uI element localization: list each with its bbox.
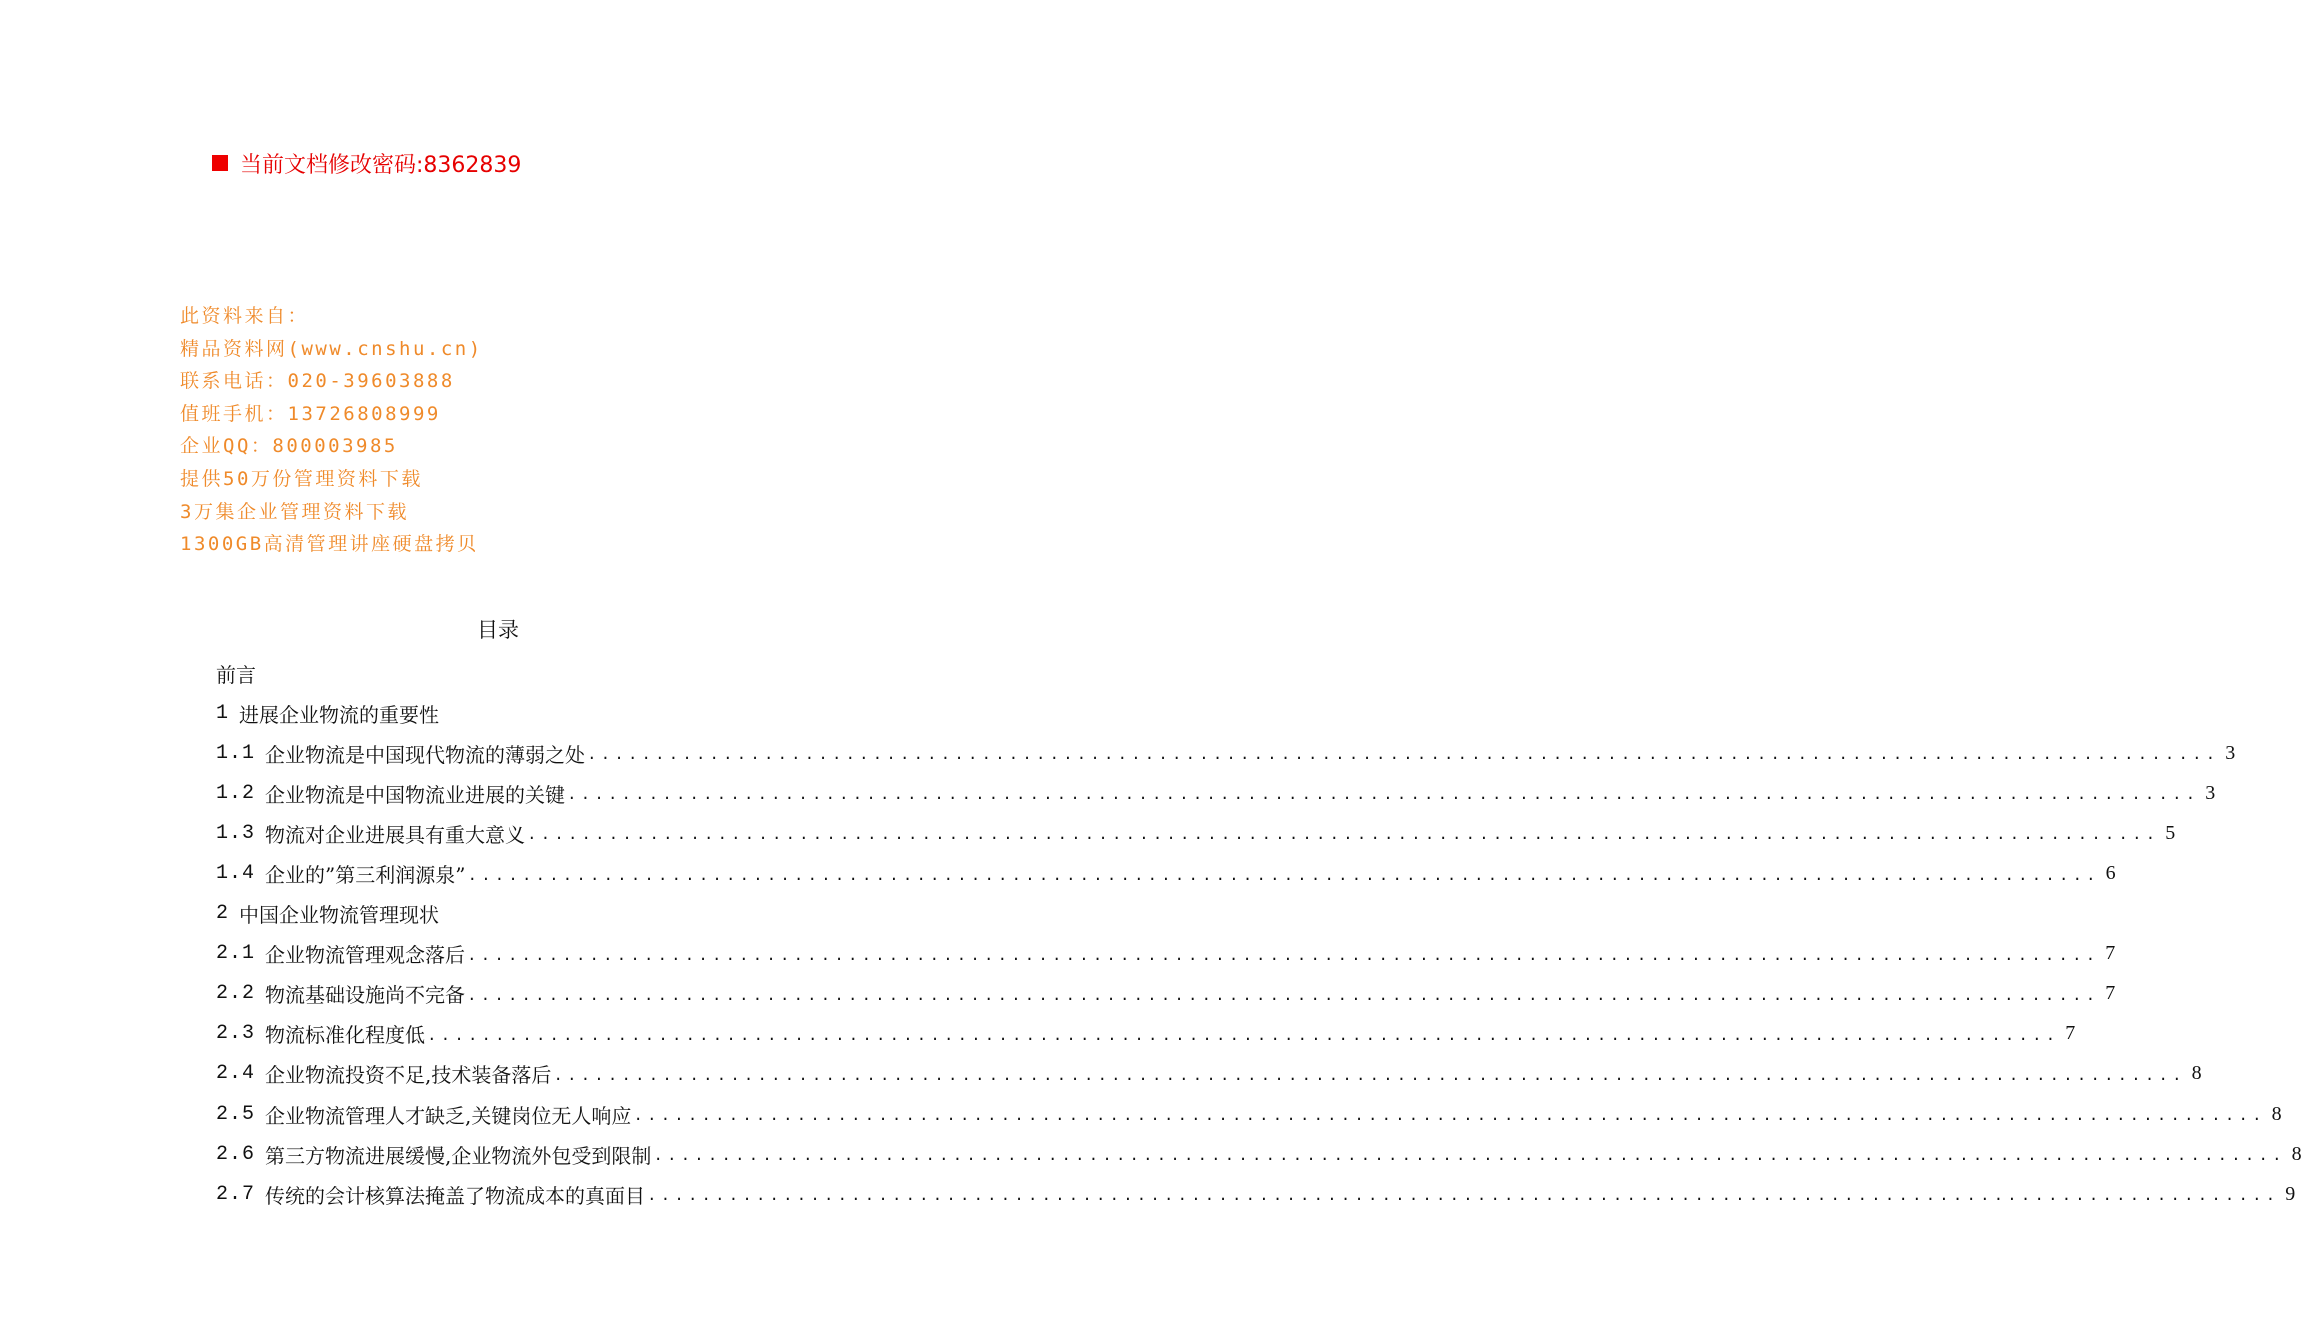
toc-entry[interactable] <box>216 974 2116 1014</box>
toc-entry[interactable] <box>216 773 2216 813</box>
toc-entry-number: 1.3 <box>216 821 256 845</box>
toc-entry-number: 2.1 <box>216 942 256 966</box>
toc-entry-title: 前言 <box>216 662 256 687</box>
toc-dot-leader: ........................................................................................................................ <box>467 946 2100 965</box>
toc-entry-number: 2.6 <box>216 1142 256 1166</box>
toc-entry-title: 企业物流管理人才缺乏,关键岗位无人响应 <box>265 1103 632 1128</box>
toc-entry-page: 8 <box>2291 1142 2302 1165</box>
toc-entry-title: 传统的会计核算法掩盖了物流成本的真面目 <box>265 1183 646 1208</box>
toc-entry[interactable] <box>216 853 2116 893</box>
toc-entry-page: 7 <box>2105 942 2116 965</box>
toc-entry-number: 1.4 <box>216 862 256 886</box>
toc-entry-title: 进展企业物流的重要性 <box>239 702 440 727</box>
toc-entry-title: 物流标准化程度低 <box>265 1023 426 1048</box>
toc-entry-number: 2.3 <box>216 1022 256 1046</box>
source-line: 精品资料网(www.cnshu.cn) <box>180 337 483 360</box>
toc-entry-title: 企业物流是中国物流业进展的关键 <box>265 782 566 807</box>
toc-entry-title: 企业物流是中国现代物流的薄弱之处 <box>265 742 586 767</box>
toc-dot-leader: ........................................................................................................................ <box>587 746 2220 765</box>
source-line: 此资料来自： <box>180 305 310 327</box>
toc-entry-page: 3 <box>2205 781 2216 804</box>
toc-entry-number: 2.7 <box>216 1182 256 1206</box>
source-line: 提供50万份管理资料下载 <box>180 467 423 490</box>
toc-entry-title: 企业物流管理观念落后 <box>265 943 466 968</box>
toc-dot-leader: ........................................................................................................................ <box>527 826 2160 845</box>
toc-entry[interactable] <box>216 934 2116 974</box>
toc-entry-title: 物流对企业进展具有重大意义 <box>265 822 526 847</box>
toc-entry-number: 1.2 <box>216 781 256 805</box>
source-line: 值班手机：13726808999 <box>180 402 441 425</box>
toc-entry-page: 5 <box>2165 821 2176 844</box>
source-line: 3万集企业管理资料下载 <box>180 500 409 523</box>
toc-entry-page: 9 <box>2285 1182 2296 1205</box>
toc-entry-title: 企业物流投资不足,技术装备落后 <box>265 1063 552 1088</box>
toc-dot-leader: ........................................................................................................................ <box>647 1187 2280 1206</box>
toc-dot-leader: ........................................................................................................................ <box>567 786 2200 805</box>
toc-dot-leader: ........................................................................................................................ <box>467 986 2100 1005</box>
toc-entry[interactable] <box>216 693 814 733</box>
toc-dot-leader: ........................................................................................................................ <box>633 1107 2266 1126</box>
toc-entry-number: 2.5 <box>216 1102 256 1126</box>
red-square-bullet-icon <box>212 155 228 171</box>
toc-entry-title: 第三方物流进展缓慢,企业物流外包受到限制 <box>265 1143 652 1168</box>
toc-dot-leader: ........................................................................................................................ <box>467 866 2100 885</box>
toc-entry-number: 1.1 <box>216 741 256 765</box>
toc-entry[interactable] <box>216 1054 2202 1094</box>
toc-entry-title: 企业的”第三利润源泉” <box>265 863 466 888</box>
source-line: 联系电话：020-39603888 <box>180 370 455 393</box>
toc-dot-leader: ........................................................................................................................ <box>653 1147 2286 1166</box>
toc-entry-title: 物流基础设施尚不完备 <box>265 983 466 1008</box>
toc-entry-title: 中国企业物流管理现状 <box>239 903 440 928</box>
toc-entry[interactable] <box>216 1094 2282 1134</box>
toc-title: 目录 <box>477 618 519 642</box>
toc-entry[interactable] <box>216 1134 2302 1174</box>
toc-entry[interactable] <box>216 1174 2296 1214</box>
toc-entry-number: 1 <box>216 701 230 725</box>
toc-entry-page: 6 <box>2105 862 2116 885</box>
toc-entry[interactable] <box>216 894 814 934</box>
toc-entry-number: 2.2 <box>216 982 256 1006</box>
toc-entry-page: 7 <box>2065 1022 2076 1045</box>
toc-entry-page: 7 <box>2105 982 2116 1005</box>
source-line: 1300GB高清管理讲座硬盘拷贝 <box>180 533 479 556</box>
toc-entry-page: 8 <box>2191 1062 2202 1085</box>
toc-entry-page: 8 <box>2271 1102 2282 1125</box>
toc-entry[interactable] <box>216 813 2176 853</box>
toc-dot-leader: ........................................................................................................................ <box>553 1067 2186 1086</box>
source-line: 企业QQ：800003985 <box>180 435 398 458</box>
toc-entry[interactable] <box>216 653 814 693</box>
toc-entry[interactable] <box>216 1014 2076 1054</box>
password-notice <box>212 146 521 180</box>
source-info-block <box>180 300 483 561</box>
toc-entry-number: 2 <box>216 902 230 926</box>
toc-dot-leader: ........................................................................................................................ <box>427 1026 2060 1045</box>
password-text: 当前文档修改密码:8362839 <box>240 152 522 178</box>
toc-entry-number: 2.4 <box>216 1062 256 1086</box>
toc-entry-page: 3 <box>2225 741 2236 764</box>
table-of-contents <box>216 653 2302 1214</box>
toc-entry[interactable] <box>216 733 2236 773</box>
